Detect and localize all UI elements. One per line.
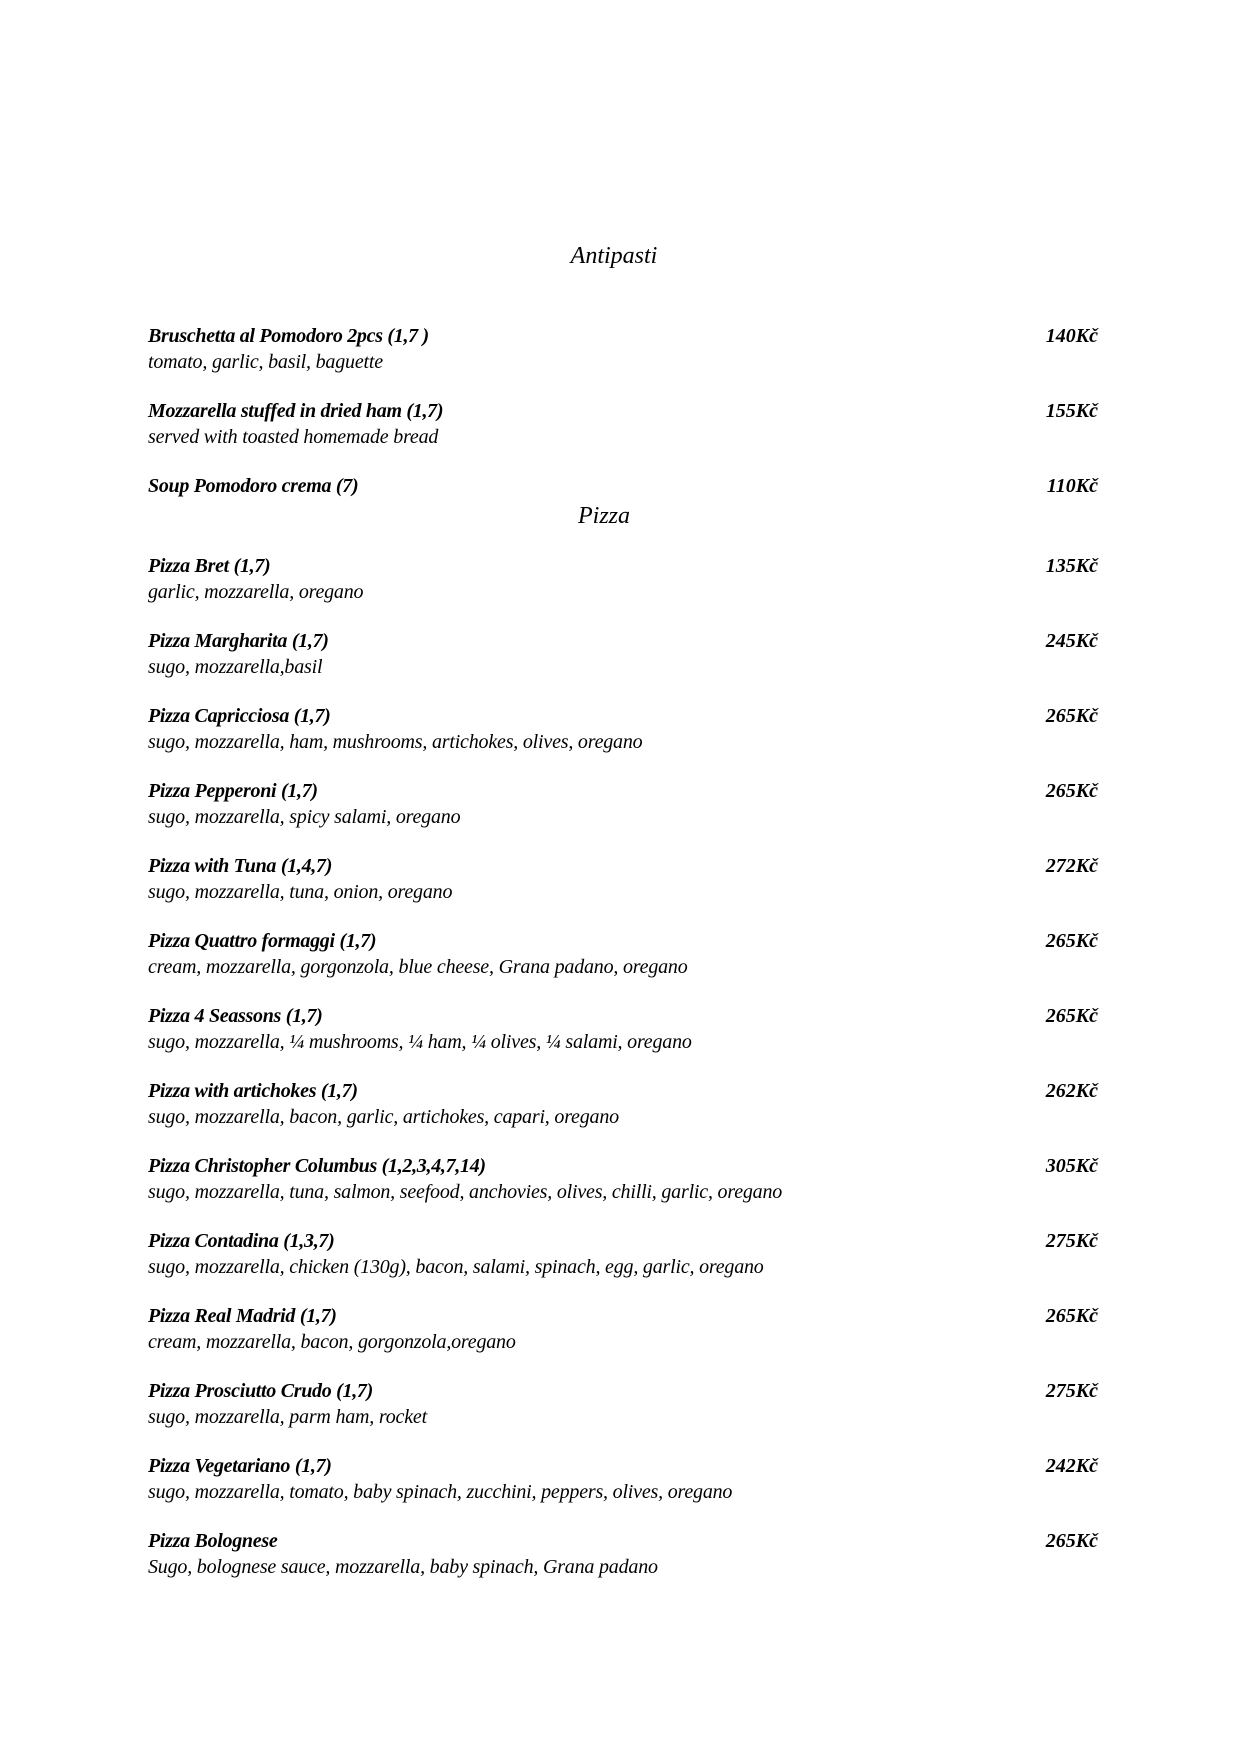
item-name: Pizza Margharita (1,7) — [148, 630, 329, 652]
menu-item — [148, 928, 1098, 980]
item-name: Soup Pomodoro crema (7) — [148, 475, 359, 497]
item-description: garlic, mozzarella, oregano — [148, 581, 364, 603]
item-price: 265Kč — [1045, 1530, 1098, 1552]
item-name: Pizza 4 Seassons (1,7) — [148, 1005, 323, 1027]
item-description: served with toasted homemade bread — [148, 426, 439, 448]
menu-item — [148, 398, 1098, 450]
menu-item — [148, 1303, 1098, 1355]
item-price: 110Kč — [1046, 475, 1098, 497]
item-price: 272Kč — [1045, 855, 1098, 877]
item-name: Pizza Real Madrid (1,7) — [148, 1305, 337, 1327]
item-description: sugo, mozzarella, parm ham, rocket — [148, 1406, 427, 1428]
item-price: 135Kč — [1045, 555, 1098, 577]
item-description: sugo, mozzarella, tuna, onion, oregano — [148, 881, 453, 903]
item-price: 305Kč — [1045, 1155, 1098, 1177]
item-price: 140Kč — [1045, 325, 1098, 347]
item-price: 265Kč — [1045, 780, 1098, 802]
menu-item — [148, 1153, 1098, 1205]
item-description: sugo, mozzarella, ham, mushrooms, artichokes, olives, oregano — [148, 731, 643, 753]
item-price: 265Kč — [1045, 1305, 1098, 1327]
menu-item — [148, 1228, 1098, 1280]
item-description: cream, mozzarella, bacon, gorgonzola,oregano — [148, 1331, 516, 1353]
item-price: 275Kč — [1045, 1230, 1098, 1252]
item-name: Pizza Bret (1,7) — [148, 555, 271, 577]
menu-item — [148, 703, 1098, 755]
item-description: sugo, mozzarella, bacon, garlic, artichokes, capari, oregano — [148, 1106, 619, 1128]
item-name: Pizza Prosciutto Crudo (1,7) — [148, 1380, 373, 1402]
item-name: Pizza with Tuna (1,4,7) — [148, 855, 333, 877]
item-description: sugo, mozzarella, tuna, salmon, seefood, anchovies, olives, chilli, garlic, oregano — [148, 1181, 783, 1203]
item-price: 242Kč — [1045, 1455, 1098, 1477]
item-name: Pizza Contadina (1,3,7) — [148, 1230, 335, 1252]
menu-item — [148, 1453, 1098, 1505]
menu-item — [148, 473, 1098, 499]
item-description: tomato, garlic, basil, baguette — [148, 351, 383, 373]
item-price: 265Kč — [1045, 1005, 1098, 1027]
menu-item — [148, 1378, 1098, 1430]
item-name: Pizza with artichokes (1,7) — [148, 1080, 358, 1102]
item-price: 275Kč — [1045, 1380, 1098, 1402]
item-name: Pizza Quattro formaggi (1,7) — [148, 930, 377, 952]
item-name: Pizza Christopher Columbus (1,2,3,4,7,14) — [148, 1155, 486, 1177]
item-name: Pizza Pepperoni (1,7) — [148, 780, 318, 802]
item-description: Sugo, bolognese sauce, mozzarella, baby spinach, Grana padano — [148, 1556, 658, 1578]
item-name: Pizza Vegetariano (1,7) — [148, 1455, 332, 1477]
menu-item — [148, 1078, 1098, 1130]
item-description: sugo, mozzarella, ¼ mushrooms, ¼ ham, ¼ olives, ¼ salami, oregano — [148, 1031, 692, 1053]
menu-item — [148, 853, 1098, 905]
section-title-pizza: Pizza — [577, 503, 630, 529]
item-name: Bruschetta al Pomodoro 2pcs (1,7 ) — [148, 325, 429, 347]
item-name: Mozzarella stuffed in dried ham (1,7) — [148, 400, 444, 422]
item-name: Pizza Capricciosa (1,7) — [148, 705, 331, 727]
menu-item — [148, 323, 1098, 375]
item-description: cream, mozzarella, gorgonzola, blue cheese, Grana padano, oregano — [148, 956, 688, 978]
menu-item — [148, 778, 1098, 830]
item-price: 262Kč — [1045, 1080, 1098, 1102]
menu-item — [148, 1528, 1098, 1580]
item-description: sugo, mozzarella,basil — [148, 656, 323, 678]
item-description: sugo, mozzarella, tomato, baby spinach, zucchini, peppers, olives, oregano — [148, 1481, 733, 1503]
section-title-antipasti: Antipasti — [570, 243, 658, 269]
item-price: 155Kč — [1045, 400, 1098, 422]
item-price: 245Kč — [1045, 630, 1098, 652]
menu-item — [148, 553, 1098, 605]
menu-item — [148, 628, 1098, 680]
item-description: sugo, mozzarella, spicy salami, oregano — [148, 806, 461, 828]
item-price: 265Kč — [1045, 705, 1098, 727]
item-description: sugo, mozzarella, chicken (130g), bacon, salami, spinach, egg, garlic, oregano — [148, 1256, 764, 1278]
item-name: Pizza Bolognese — [148, 1530, 278, 1552]
item-price: 265Kč — [1045, 930, 1098, 952]
menu-item — [148, 1003, 1098, 1055]
